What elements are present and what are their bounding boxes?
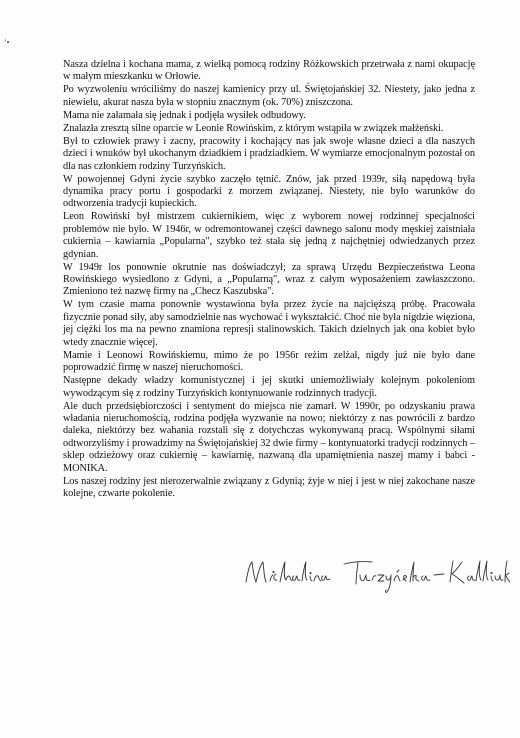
- paragraph: W tym czasie mama ponownie wystawiona była przez życie na najcięższą próbę. Pracowała fizycznie ponad siły, aby samodzielnie nas wychować i wykształcić. Choć nie była nigdzie więziona, jej ciężki los ma na pewno znamiona represji stalinowskich. Takich dzielnych jak ona kobiet było wtedy znacznie więcej.: [63, 299, 475, 348]
- margin-speck: ʼ•: [4, 38, 10, 47]
- paragraph: Los naszej rodziny jest nierozerwalnie związany z Gdynią; żyje w niej i jest w niej zakochane nasze kolejne, czwarte pokolenie.: [63, 475, 475, 499]
- paragraph: Mamie i Leonowi Rowińskiemu, mimo że po 1956r reżim zelżał, nigdy już nie było dane poprowadzić firmę w naszej nieruchomości.: [63, 349, 475, 374]
- paragraph: Po wyzwoleniu wróciliśmy do naszej kamienicy przy ul. Świętojańskiej 32. Niestety, jako jedna z niewielu, akurat nasza była w stopniu znacznym (ok. 70%) zniszczona.: [63, 84, 475, 108]
- letter-body: [63, 59, 475, 501]
- paragraph: Mama nie załamała się jednak i podjęła wysiłek odbudowy.: [63, 109, 306, 121]
- paragraph: W 1949r los ponownie okrutnie nas doświadczył; za sprawą Urzędu Bezpieczeństwa Leona Rowińskiego wysiedlono z Gdyni, a „Popularną", wraz z całym wyposażeniem zawłaszczono. Zmieniono też nazwę firmy na „Checz Kaszubska".: [63, 261, 475, 298]
- paragraph: Leon Rowiński był mistrzem cukiernikiem, więc z wyborem nowej rodzinnej specjalności problemów nie było. W 1946r, w odremontowanej części dawnego salonu mody męskiej zaistniała cukiernia – kawiarnia „Popularna", szybko też stała się jedną z najchętniej odwiedzanych przez gdynian.: [63, 211, 475, 260]
- handwritten-signature: [240, 548, 510, 596]
- paragraph: Nasza dzielna i kochana mama, z wielką pomocą rodziny Różkowskich przetrwała z nami okupację w małym mieszkanku w Orłowie.: [63, 59, 475, 83]
- paragraph: Ale duch przedsiębiorczości i sentyment do miejsca nie zamarł. W 1990r, po odzyskaniu prawa władania nieruchomością, rodzina podjęła wyzwanie na nowo; niektórzy z nas powrócili z bardzo daleka, niektórzy bez wahania rozstali się z dotychczas wykonywaną pracą. Wspólnymi siłami odtworzyliśmy i prowadzimy na Świętojańskiej 32 dwie firmy – kontynuatorki tradycji rodzinnych – sklep odzieżowy oraz cukiernię – kawiarnię, nazwaną dla upamiętnienia naszej mamy i babci - MONIKA.: [63, 400, 475, 474]
- paragraph: W powojennej Gdyni życie szybko zaczęło tętnić. Znów, jak przed 1939r, siłą napędową była dynamika pracy portu i gospodarki z morzem związanej. Niestety, nie było warunków do odtworzenia tradycji kupieckich.: [63, 173, 475, 210]
- paragraph: Następne dekady władzy komunistycznej i jej skutki uniemożliwiały kolejnym pokoleniom wywodzącym się z rodziny Turzyńskich kontynuowanie rodzinnych tradycji.: [63, 375, 475, 399]
- paragraph: Był to człowiek prawy i zacny, pracowity i kochający nas jak swoje własne dzieci a dla naszych dzieci i wnuków był ukochanym dziadkiem i pradziadkiem. W wymiarze emocjonalnym pozostał on dla nas członkiem rodziny Turzyńskich.: [63, 135, 475, 172]
- paragraph: Znalazła zresztą silne oparcie w Leonie Rowińskim, z którym wstąpiła w związek małżeński.: [63, 122, 444, 134]
